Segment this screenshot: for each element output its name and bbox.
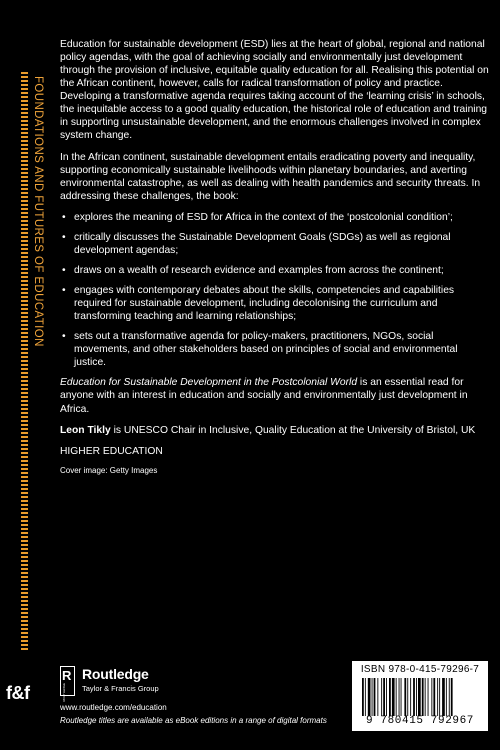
author-bio xyxy=(60,424,492,437)
back-cover-blurb xyxy=(60,38,492,484)
bullet-item xyxy=(60,231,492,257)
bullet-item xyxy=(60,284,492,323)
blurb-paragraph-2: In the African continent, sustainable development entails eradicating poverty and inequality, supporting economically sustainable livelihoods within planetary boundaries, and averting environmental catastrophe, as well as dealing with health pandemics and security threats. In addressing these challenges, the book: xyxy=(60,151,481,202)
bullet-icon: • xyxy=(62,231,66,243)
blurb-bullet-list xyxy=(60,211,492,370)
bullet-icon: • xyxy=(62,264,66,276)
closing-text: is an essential read for anyone with an interest in education and socially and environmentally just development in Africa. xyxy=(60,377,468,415)
bullet-text: explores the meaning of ESD for Africa in the context of the ‘postcolonial condition’; xyxy=(74,211,453,223)
publisher-group: Taylor & Francis Group xyxy=(82,684,159,693)
bullet-item xyxy=(60,211,492,224)
series-logo: f&f xyxy=(6,683,30,703)
bullet-item xyxy=(60,264,492,277)
bullet-text: sets out a transformative agenda for policy-makers, practitioners, NGOs, social movements, and other stakeholders based on principles of social and environmental justice. xyxy=(74,331,458,369)
isbn-label: ISBN 978-0-415-79296-7 xyxy=(360,664,480,675)
bullet-text: engages with contemporary debates about the skills, competencies and capabilities required for sustainable development, including decolonising the curriculum and transforming teaching and learning relationships; xyxy=(74,285,455,323)
series-spine-strip xyxy=(0,0,47,750)
publisher-name: Routledge xyxy=(82,666,149,682)
blurb-paragraph-1: Education for sustainable development (ESD) lies at the heart of global, regional and national policy agendas, with the goal of achieving socially and environmentally just development through the provision of inclusive, equitable quality education for all. Realising this potential on the African continent, however, calls for radical transformation of policy and practice. Developing a transformative agenda requires taking account of the ‘learning crisis’ in schools, the inequitable access to a good quality education, the historical role of education and training in supporting unsustainable development, and the enormous challenges involved in complex system change. xyxy=(60,39,489,142)
publisher-block xyxy=(60,665,260,715)
bullet-text: critically discusses the Sustainable Development Goals (SDGs) as well as regional development agendas; xyxy=(74,231,451,256)
ebook-availability-note: Routledge titles are available as eBook editions in a range of digital formats xyxy=(60,716,327,725)
closing-paragraph xyxy=(60,376,492,415)
decorative-stripes xyxy=(21,72,28,652)
series-title: FOUNDATIONS AND FUTURES OF EDUCATION xyxy=(32,76,44,347)
bullet-text: draws on a wealth of research evidence and examples from across the continent; xyxy=(74,264,444,276)
author-description: is UNESCO Chair in Inclusive, Quality Education at the University of Bristol, UK xyxy=(110,424,476,436)
cover-image-credit: Cover image: Getty Images xyxy=(60,465,158,475)
logo-letter: R xyxy=(62,668,72,683)
author-name: Leon Tikly xyxy=(60,424,111,436)
subject-category: HIGHER EDUCATION xyxy=(60,445,163,457)
publisher-url[interactable]: www.routledge.com/education xyxy=(60,703,167,712)
barcode-bars-icon xyxy=(360,678,480,716)
logo-word: ROUTLEDGE xyxy=(62,683,66,702)
bullet-item xyxy=(60,330,492,369)
bullet-icon: • xyxy=(62,285,66,296)
bullet-icon: • xyxy=(62,211,66,223)
isbn-barcode xyxy=(352,661,488,731)
bullet-icon: • xyxy=(62,331,66,343)
barcode-digits: 9 780415 792967 xyxy=(365,715,475,727)
book-title-italic: Education for Sustainable Development in the Postcolonial World xyxy=(60,377,358,389)
routledge-logo-icon xyxy=(60,666,75,702)
